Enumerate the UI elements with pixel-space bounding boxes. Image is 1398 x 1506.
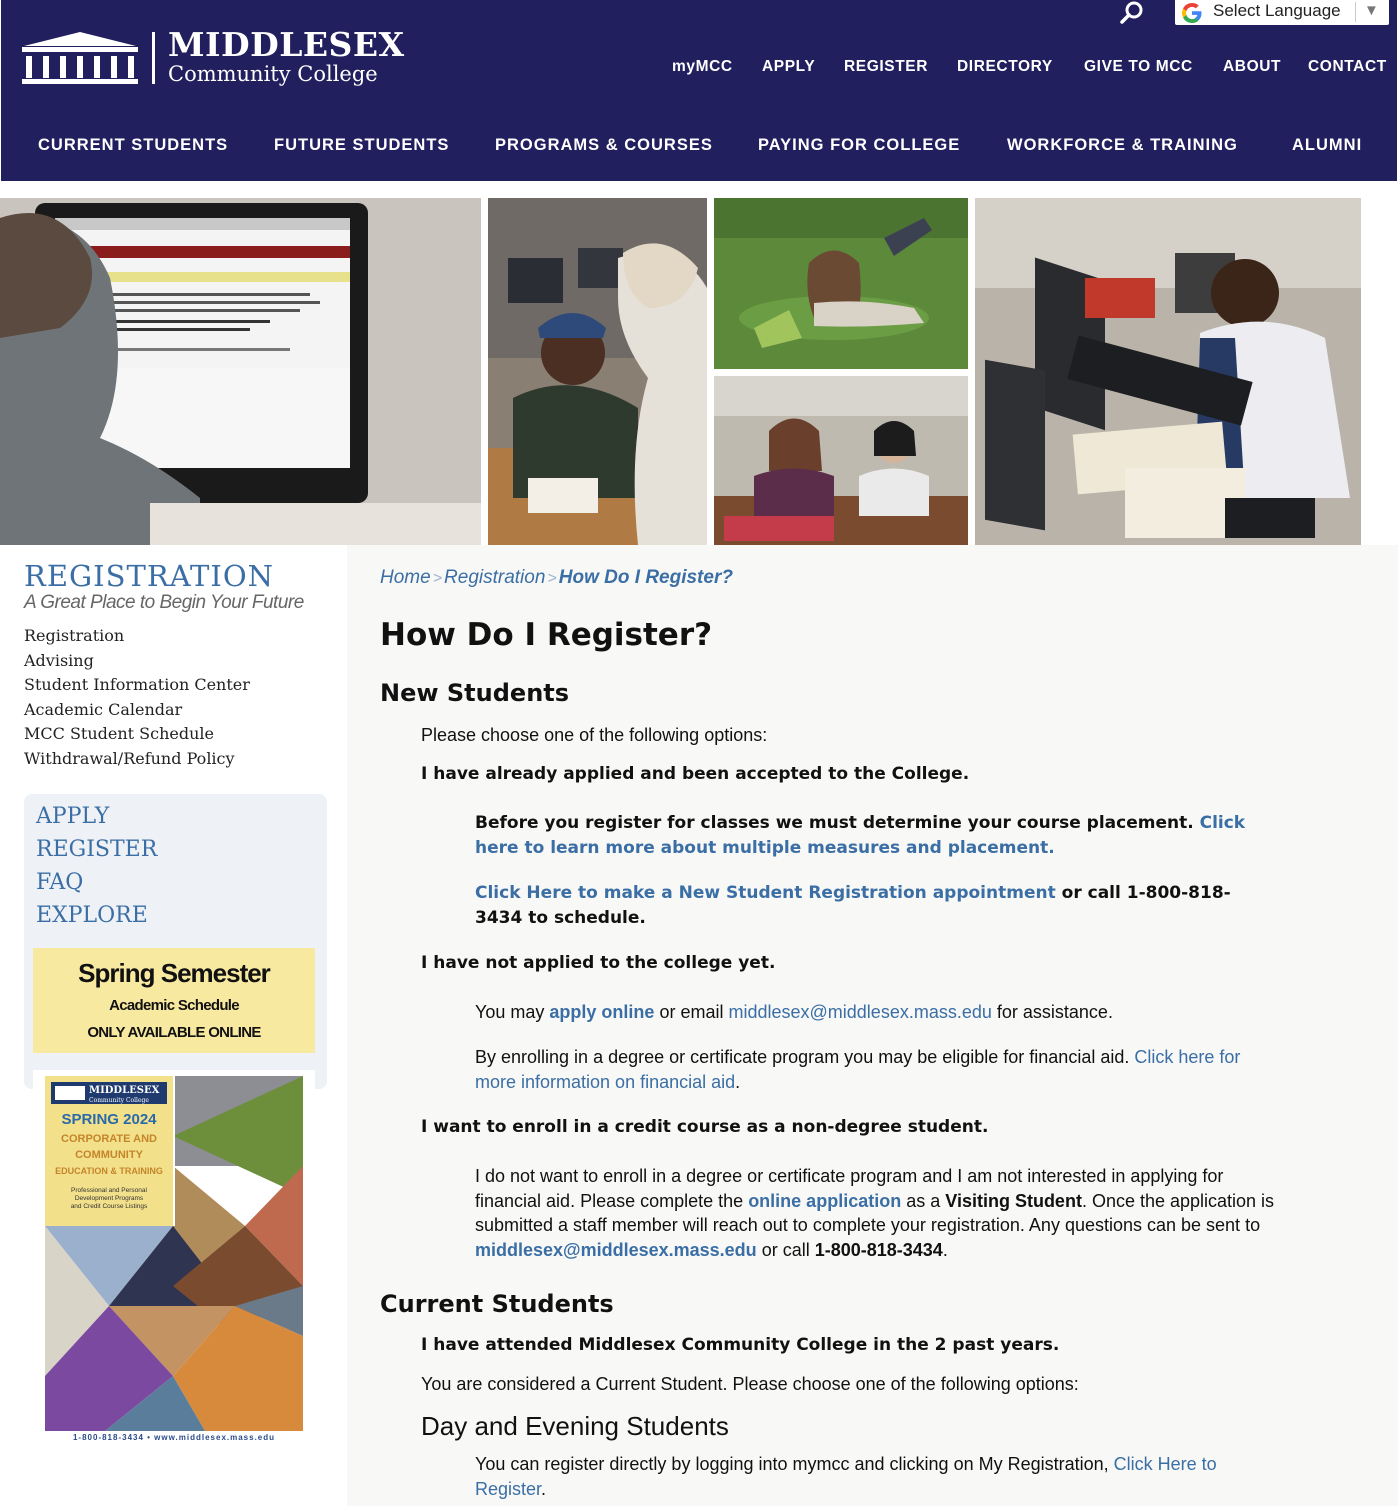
- non-degree-heading: I want to enroll in a credit course as a non-degree student.: [421, 1117, 989, 1137]
- page-title: How Do I Register?: [380, 617, 713, 653]
- breadcrumb-separator: >: [432, 570, 443, 587]
- main-nav: [1, 136, 1397, 158]
- logo-subtitle: Community College: [168, 62, 378, 86]
- nav-give[interactable]: GIVE TO MCC: [1084, 58, 1193, 75]
- language-divider: [1355, 2, 1356, 22]
- search-icon[interactable]: [1118, 0, 1146, 26]
- sidebar-links: [24, 625, 324, 773]
- sidebar-link-student-schedule[interactable]: MCC Student Schedule: [24, 724, 215, 744]
- nav-mymcc[interactable]: myMCC: [672, 58, 733, 75]
- sidebar-link-registration[interactable]: Registration: [24, 626, 125, 645]
- main-content: [347, 545, 1398, 1506]
- current-student-intro: You are considered a Current Student. Please choose one of the following options:: [421, 1374, 1079, 1394]
- non-degree-text-4: or call: [761, 1239, 810, 1260]
- catalog-line1: CORPORATE AND: [61, 1133, 157, 1145]
- nav-programs-courses[interactable]: PROGRAMS & COURSES: [495, 136, 713, 154]
- financial-aid-text: By enrolling in a degree or certificate program you may be eligible for financial aid.: [475, 1047, 1130, 1067]
- hero-banner: [0, 181, 1398, 545]
- sidebar-link-advising[interactable]: Advising: [24, 650, 94, 670]
- spring-2024-catalog[interactable]: [33, 1070, 315, 1450]
- spring-note: ONLY AVAILABLE ONLINE: [87, 1024, 261, 1041]
- non-degree-phone: 1-800-818-3434: [814, 1239, 943, 1260]
- catalog-desc3: and Credit Course Listings: [70, 1203, 148, 1210]
- nav-about[interactable]: ABOUT: [1223, 58, 1282, 75]
- catalog-desc2: Development Programs: [74, 1195, 144, 1202]
- breadcrumb-separator: >: [547, 570, 557, 587]
- not-applied-heading: I have not applied to the college yet.: [421, 953, 776, 973]
- quick-link-explore[interactable]: EXPLORE: [36, 903, 148, 928]
- current-students-heading: Current Students: [380, 1290, 614, 1318]
- quick-link-apply[interactable]: APPLY: [36, 804, 110, 829]
- appointment-text: or call 1-800-818-3434 to schedule.: [475, 883, 1231, 928]
- apply-paragraph: [475, 1000, 1275, 1025]
- non-degree-email-link[interactable]: middlesex@middlesex.mass.edu: [475, 1239, 757, 1260]
- non-degree-text-2: as a: [906, 1190, 941, 1211]
- spring-subtitle: Academic Schedule: [109, 997, 239, 1014]
- visiting-student-label: Visiting Student: [945, 1190, 1082, 1211]
- logo-name: MIDDLESEX: [168, 25, 405, 64]
- nav-register[interactable]: REGISTER: [844, 58, 929, 75]
- catalog-footer: 1-800-818-3434 • www.middlesex.mass.edu: [72, 1433, 276, 1442]
- sidebar-quick-links-box: [24, 794, 327, 1089]
- google-g-icon: [1180, 1, 1204, 25]
- apply-mid: or email: [659, 1002, 724, 1022]
- apply-pre: You may: [475, 1002, 545, 1022]
- nav-workforce-training[interactable]: WORKFORCE & TRAINING: [1007, 136, 1238, 154]
- spring-schedule-banner[interactable]: [33, 948, 315, 1053]
- register-paragraph: [475, 1452, 1255, 1501]
- catalog-line2: COMMUNITY: [75, 1149, 143, 1161]
- non-degree-end: .: [942, 1239, 948, 1260]
- register-text: You can register directly by logging into mymcc and clicking on My Registration,: [475, 1454, 1109, 1474]
- sidebar-link-student-info-center[interactable]: Student Information Center: [24, 675, 250, 695]
- hero-photo-students-smiling: [714, 376, 968, 545]
- day-evening-heading: Day and Evening Students: [421, 1411, 729, 1441]
- apply-email-link[interactable]: middlesex@middlesex.mass.edu: [728, 1002, 992, 1022]
- sidebar: [0, 545, 347, 1506]
- register-end: .: [541, 1478, 547, 1499]
- site-header: [1, 0, 1397, 181]
- breadcrumb-current: How Do I Register?: [558, 567, 733, 588]
- financial-aid-end: .: [735, 1071, 741, 1092]
- quick-link-register[interactable]: REGISTER: [36, 837, 158, 862]
- hero-photo-computer-screen: [0, 198, 481, 545]
- breadcrumb-registration[interactable]: Registration: [444, 567, 546, 588]
- sidebar-title: REGISTRATION: [24, 559, 274, 593]
- breadcrumb: [380, 567, 733, 589]
- placement-text: Before you register for classes we must determine your course placement.: [475, 813, 1194, 833]
- dropdown-arrow-icon: ▼: [1364, 2, 1379, 19]
- language-label: Select Language: [1213, 1, 1341, 20]
- breadcrumb-home[interactable]: Home: [380, 567, 431, 588]
- nav-contact[interactable]: CONTACT: [1308, 58, 1387, 75]
- applied-heading: I have already applied and been accepted to the College.: [421, 764, 970, 784]
- nav-apply[interactable]: APPLY: [762, 58, 816, 75]
- quick-link-faq[interactable]: FAQ: [36, 870, 84, 895]
- catalog-desc1: Professional and Personal: [71, 1187, 147, 1194]
- register-link[interactable]: Click Here to Register: [475, 1454, 1217, 1499]
- placement-paragraph: [475, 811, 1275, 860]
- new-students-heading: New Students: [380, 679, 570, 707]
- nav-directory[interactable]: DIRECTORY: [957, 58, 1053, 75]
- catalog-line3: EDUCATION & TRAINING: [55, 1166, 163, 1176]
- non-degree-paragraph: [475, 1164, 1275, 1262]
- language-selector[interactable]: [1175, 0, 1389, 25]
- hero-photo-student-grass: [714, 198, 968, 369]
- spring-title: Spring Semester: [78, 958, 270, 988]
- sidebar-tagline: A Great Place to Begin Your Future: [24, 592, 304, 613]
- utility-nav: [1, 58, 1397, 80]
- apply-post: for assistance.: [996, 1002, 1113, 1022]
- appointment-paragraph: [475, 881, 1275, 930]
- new-students-intro: Please choose one of the following options:: [421, 725, 768, 745]
- hero-photo-students-talking: [488, 198, 707, 545]
- catalog-season: SPRING 2024: [61, 1111, 157, 1128]
- sidebar-link-academic-calendar[interactable]: Academic Calendar: [24, 699, 183, 719]
- appointment-link[interactable]: Click Here to make a New Student Registration appointment: [475, 883, 1056, 903]
- online-application-link[interactable]: online application: [748, 1190, 902, 1211]
- non-degree-text-1: I do not want to enroll in a degree or certificate program and I am not interested in applying for financial aid. Please complete the: [475, 1166, 1224, 1211]
- financial-aid-paragraph: [475, 1045, 1275, 1094]
- hero-photo-student-keyboard: [975, 198, 1361, 545]
- attended-heading: I have attended Middlesex Community College in the 2 past years.: [421, 1335, 1060, 1355]
- financial-aid-link[interactable]: Click here for more information on financial aid: [475, 1047, 1241, 1092]
- nav-current-students[interactable]: CURRENT STUDENTS: [38, 136, 229, 154]
- quick-links: [36, 800, 157, 932]
- placement-link[interactable]: Click here to learn more about multiple measures and placement.: [475, 813, 1246, 858]
- catalog-brand: MIDDLESEX: [89, 1085, 160, 1096]
- non-degree-text-3: . Once the application is submitted a staff member will reach out to complete your registration. Any questions can be sent to: [475, 1190, 1275, 1235]
- apply-online-link[interactable]: apply online: [549, 1002, 655, 1022]
- nav-alumni[interactable]: ALUMNI: [1292, 136, 1363, 154]
- catalog-brand-sub: Community College: [89, 1097, 149, 1104]
- catalog-cover: [45, 1076, 303, 1431]
- nav-future-students[interactable]: FUTURE STUDENTS: [274, 136, 450, 154]
- sidebar-link-withdrawal-policy[interactable]: Withdrawal/Refund Policy: [24, 748, 235, 768]
- nav-paying-for-college[interactable]: PAYING FOR COLLEGE: [758, 136, 961, 154]
